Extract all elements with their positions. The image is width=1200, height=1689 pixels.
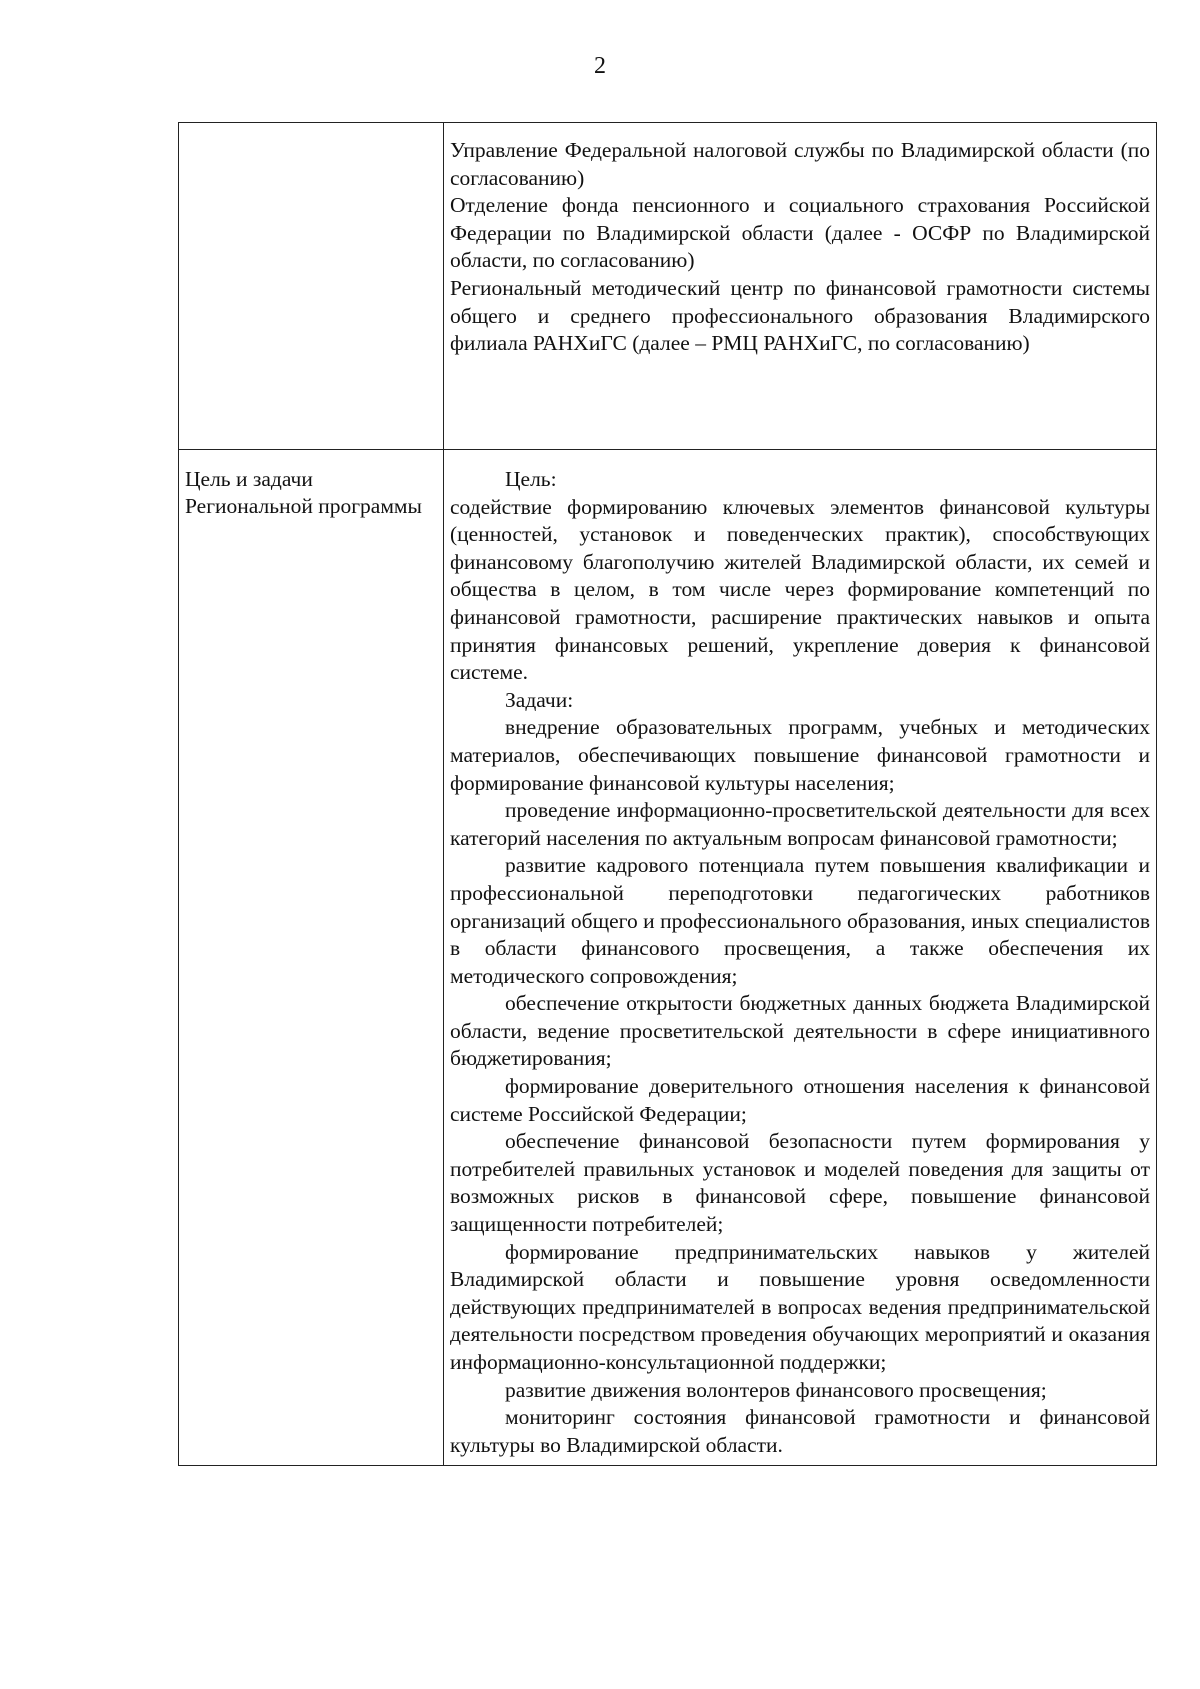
participant-item: Региональный методический центр по финансовой грамотности системы общего и среднего профессионального образования Владимирского филиала РАНХиГС (далее – РМЦ РАНХиГС, по согласованию) <box>450 275 1150 356</box>
participants-cell <box>444 123 1157 450</box>
task-item: внедрение образовательных программ, учебных и методических материалов, обеспечивающих повышение финансовой грамотности и формирование финансовой культуры населения; <box>450 715 1150 795</box>
participant-item: Управление Федеральной налоговой службы по Владимирской области (по согласованию) <box>450 138 1150 190</box>
program-passport-table <box>178 122 1157 1466</box>
task-item: формирование доверительного отношения населения к финансовой системе Российской Федерации; <box>450 1074 1150 1126</box>
task-item: мониторинг состояния финансовой грамотности и финансовой культуры во Владимирской области. <box>450 1405 1150 1457</box>
goals-cell <box>444 450 1157 1466</box>
tasks-heading: Задачи: <box>505 687 574 712</box>
goal-text: содействие формированию ключевых элементов финансовой культуры (ценностей, установок и поведенческих практик), способствующих финансовому благополучию жителей Владимирской области, их семей и общества в целом, в том числе через формирование компетенций по финансовой грамотности, расширение практических навыков и опыта принятия финансовых решений, укрепление доверия к финансовой системе. <box>450 494 1150 685</box>
goal-heading: Цель: <box>505 467 557 491</box>
task-item: развитие кадрового потенциала путем повышения квалификации и профессиональной переподготовки педагогических работников организаций общего и профессионального образования, иных специалистов в области финансового просвещения, а также обеспечения их методического сопровождения; <box>450 853 1150 988</box>
page-number: 2 <box>594 53 606 79</box>
participant-item: Отделение фонда пенсионного и социального страхования Российской Федерации по Владимирской области (далее - ОСФР по Владимирской области, по согласованию) <box>450 193 1150 273</box>
goals-row-label: Цель и задачи Региональной программы <box>179 450 444 1466</box>
task-item: развитие движения волонтеров финансового просвещения; <box>505 1377 1047 1402</box>
row-label-empty <box>179 123 444 450</box>
task-item: обеспечение финансовой безопасности путем формирования у потребителей правильных установок и моделей поведения для защиты от возможных рисков в финансовой сфере, повышение финансовой защищенности потребителей; <box>450 1129 1150 1237</box>
task-item: обеспечение открытости бюджетных данных бюджета Владимирской области, ведение просветительской деятельности в сфере инициативного бюджетирования; <box>450 991 1150 1071</box>
task-item: проведение информационно-просветительской деятельности для всех категорий населения по актуальным вопросам финансовой грамотности; <box>450 798 1150 850</box>
table-row-participants <box>179 123 1157 450</box>
table-row-goals <box>179 450 1157 1466</box>
task-item: формирование предпринимательских навыков у жителей Владимирской области и повышение уровня осведомленности действующих предпринимателей в вопросах ведения предпринимательской деятельности посредством проведения обучающих мероприятий и оказания информационно-консультационной поддержки; <box>450 1239 1150 1374</box>
